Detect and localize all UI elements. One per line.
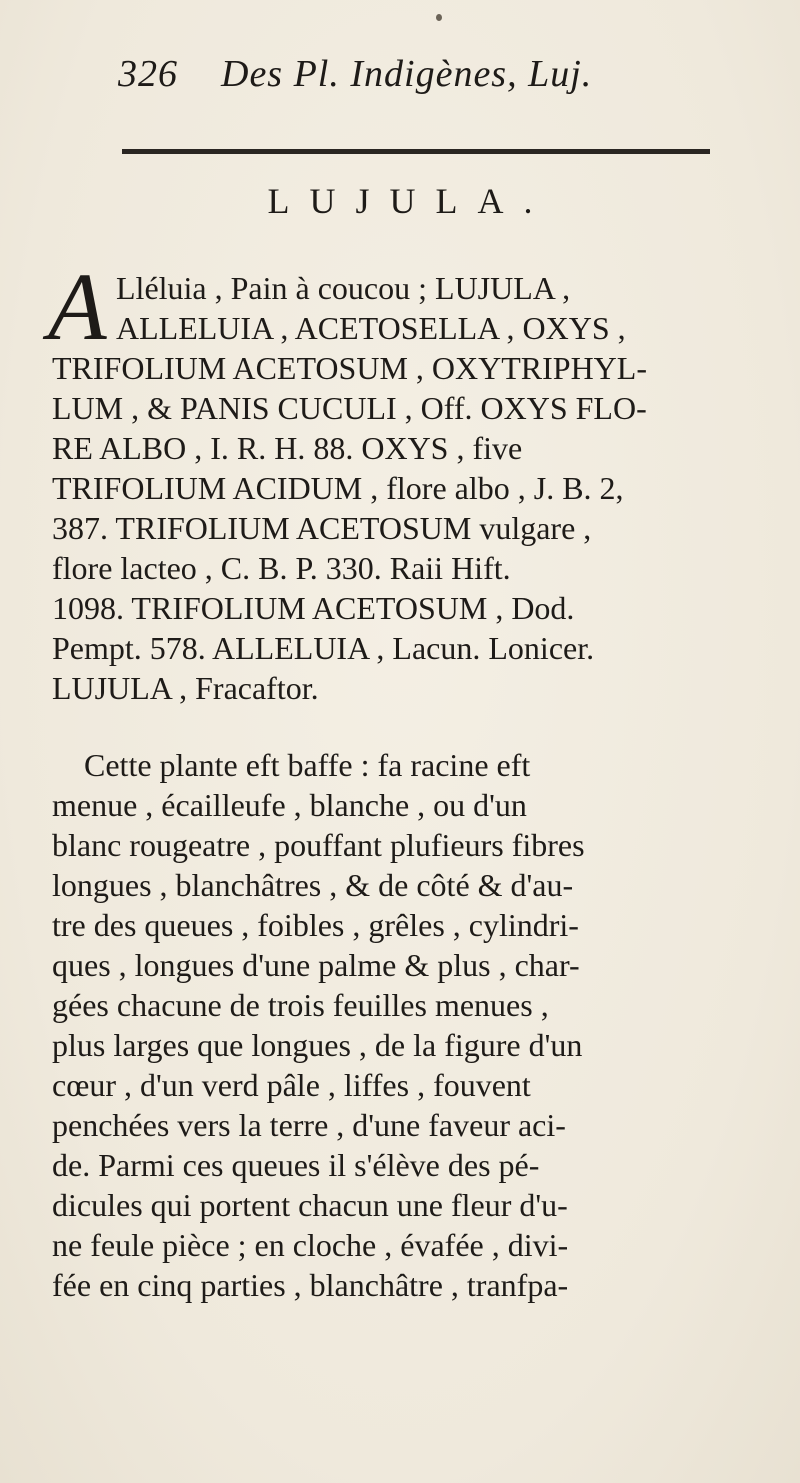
synonymy-line: 387. TRIFOLIUM ACETOSUM vulgare ,: [52, 510, 592, 546]
synonymy-line: Pempt. 578. ALLELUIA , Lacun. Lonicer.: [52, 630, 595, 666]
body-line: penchées vers la terre , d'une faveur aci-: [52, 1107, 566, 1143]
body-line: gées chacune de trois feuilles menues ,: [52, 987, 549, 1023]
synonymy-line: ALLELUIA , ACETOSELLA , OXYS ,: [116, 310, 626, 346]
article-title: LUJULA.: [267, 181, 553, 221]
synonymy-line: Lléluia , Pain à coucou ; LUJULA ,: [116, 270, 571, 306]
running-header: [118, 52, 718, 102]
header-rule: [122, 149, 710, 154]
body-line: longues , blanchâtres , & de côté & d'au-: [52, 867, 574, 903]
running-title: Des Pl. Indigènes, Luj.: [221, 53, 593, 95]
body-line: blanc rougeatre , pouffant plufieurs fibres: [52, 827, 585, 863]
synonymy-line: TRIFOLIUM ACETOSUM , OXYTRIPHYL-: [52, 350, 647, 386]
synonymy-line: RE ALBO , I. R. H. 88. OXYS , five: [52, 430, 523, 466]
synonymy-line: LUM , & PANIS CUCULI , Off. OXYS FLO-: [52, 390, 647, 426]
description-paragraph: [52, 745, 752, 1305]
body-line: dicules qui portent chacun une fleur d'u-: [52, 1187, 568, 1223]
drop-cap: A: [48, 253, 107, 360]
synonymy-line: flore lacteo , C. B. P. 330. Raii Hift.: [52, 550, 511, 586]
body-line: de. Parmi ces queues il s'élève des pé-: [52, 1147, 540, 1183]
body-line: ne feule pièce ; en cloche , évafée , divi-: [52, 1227, 569, 1263]
body-line: ques , longues d'une palme & plus , char-: [52, 947, 580, 983]
synonymy-line: 1098. TRIFOLIUM ACETOSUM , Dod.: [52, 590, 575, 626]
synonymy-block: [52, 268, 752, 708]
synonymy-line: TRIFOLIUM ACIDUM , flore albo , J. B. 2,: [52, 470, 624, 506]
body-line: Cette plante eft baffe : fa racine eft: [84, 747, 531, 783]
body-line: fée en cinq parties , blanchâtre , tranfpa-: [52, 1267, 569, 1303]
body-line: menue , écailleufe , blanche , ou d'un: [52, 787, 527, 823]
ink-speck: [436, 14, 442, 21]
page-number: 326: [118, 53, 178, 95]
synonymy-line: LUJULA , Fracaftor.: [52, 670, 319, 706]
body-line: tre des queues , foibles , grêles , cylindri-: [52, 907, 579, 943]
body-line: cœur , d'un verd pâle , liffes , fouvent: [52, 1067, 531, 1103]
body-line: plus larges que longues , de la figure d'un: [52, 1027, 583, 1063]
